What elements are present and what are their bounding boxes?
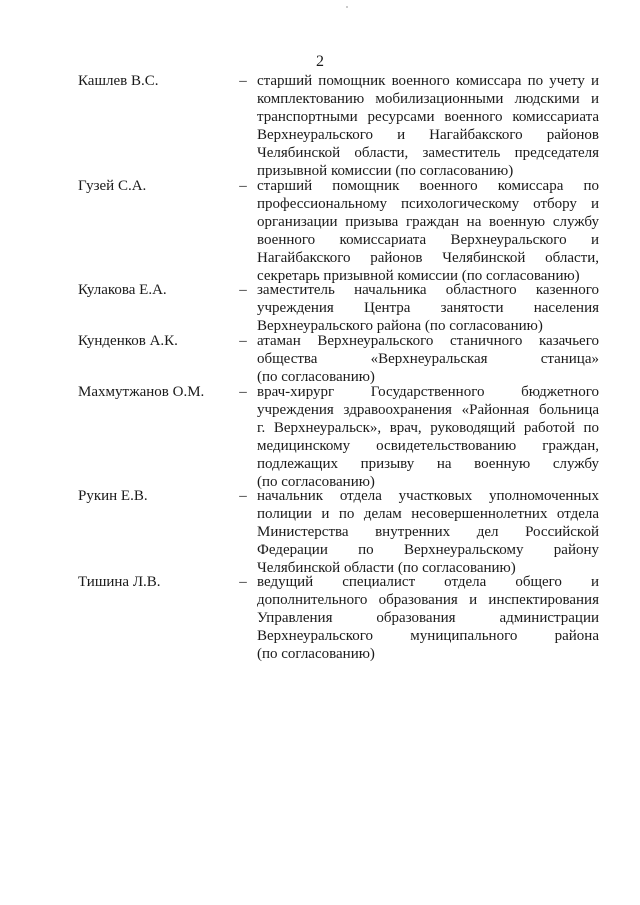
- position-text-line: Федерации по Верхнеуральскому району: [257, 542, 599, 558]
- position-text-line: Верхнеуральского муниципального района: [257, 628, 599, 644]
- position-text-line: подлежащих призыву на военную службу: [257, 456, 599, 472]
- position-text-line: учреждения Центра занятости населения: [257, 300, 599, 316]
- position-text-line: начальник отдела участковых уполномоченных: [257, 488, 599, 504]
- member-position: [257, 573, 599, 663]
- separator-dash: –: [239, 488, 247, 504]
- member-name: Гузей С.А.: [78, 178, 147, 194]
- scan-speck: [346, 6, 348, 8]
- position-text-line: призывной комиссии (по согласованию): [257, 163, 514, 179]
- position-text-line: ведущий специалист отдела общего и: [257, 574, 599, 590]
- member-name: Кулакова Е.А.: [78, 282, 167, 298]
- position-text-line: полиции и по делам несовершеннолетних отдела: [257, 506, 599, 522]
- member-position: [257, 383, 599, 491]
- position-text-line: секретарь призывной комиссии (по согласованию): [257, 268, 580, 284]
- position-text-line: г. Верхнеуральск», врач, руководящий работой по: [257, 420, 599, 436]
- member-position: [257, 332, 599, 386]
- position-text-line: заместитель начальника областного казенного: [257, 282, 599, 298]
- position-text-line: врач-хирург Государственного бюджетного: [257, 384, 599, 400]
- position-text-line: общества «Верхнеуральская станица»: [257, 351, 599, 367]
- member-name: Кунденков А.К.: [78, 333, 178, 349]
- position-text-line: старший помощник военного комиссара по учету и: [257, 73, 599, 89]
- position-text-line: дополнительного образования и инспектирования: [257, 592, 599, 608]
- separator-dash: –: [239, 333, 247, 349]
- member-position: [257, 72, 599, 180]
- member-position: [257, 487, 599, 577]
- member-name: Рукин Е.В.: [78, 488, 148, 504]
- position-text-line: Челябинской области, заместитель председателя: [257, 145, 599, 161]
- member-name: Махмутжанов О.М.: [78, 384, 205, 400]
- position-text-line: транспортными ресурсами военного комиссариата: [257, 109, 599, 125]
- separator-dash: –: [239, 73, 247, 89]
- separator-dash: –: [239, 282, 247, 298]
- page-number: 2: [316, 53, 324, 70]
- position-text-line: организации призыва граждан на военную службу: [257, 214, 599, 230]
- position-text-line: комплектованию мобилизационными людскими и: [257, 91, 599, 107]
- position-text-line: старший помощник военного комиссара по: [257, 178, 599, 194]
- position-text-line: (по согласованию): [257, 646, 375, 662]
- position-text-line: Верхнеуральского района (по согласованию): [257, 318, 543, 334]
- position-text-line: Управления образования администрации: [257, 610, 599, 626]
- position-text-line: (по согласованию): [257, 369, 375, 385]
- position-text-line: профессиональному психологическому отбору и: [257, 196, 599, 212]
- position-text-line: Нагайбакского районов Челябинской области,: [257, 250, 599, 266]
- position-text-line: Министерства внутренних дел Российской: [257, 524, 599, 540]
- position-text-line: военного комиссариата Верхнеуральского и: [257, 232, 599, 248]
- position-text-line: Челябинской области (по согласованию): [257, 560, 516, 576]
- position-text-line: атаман Верхнеуральского станичного казачьего: [257, 333, 599, 349]
- separator-dash: –: [239, 384, 247, 400]
- member-position: [257, 281, 599, 335]
- separator-dash: –: [239, 574, 247, 590]
- member-position: [257, 177, 599, 285]
- position-text-line: (по согласованию): [257, 474, 375, 490]
- member-name: Кашлев В.С.: [78, 73, 159, 89]
- position-text-line: учреждения здравоохранения «Районная больница: [257, 402, 599, 418]
- position-text-line: медицинскому освидетельствованию граждан,: [257, 438, 599, 454]
- separator-dash: –: [239, 178, 247, 194]
- member-name: Тишина Л.В.: [78, 574, 161, 590]
- position-text-line: Верхнеуральского и Нагайбакского районов: [257, 127, 599, 143]
